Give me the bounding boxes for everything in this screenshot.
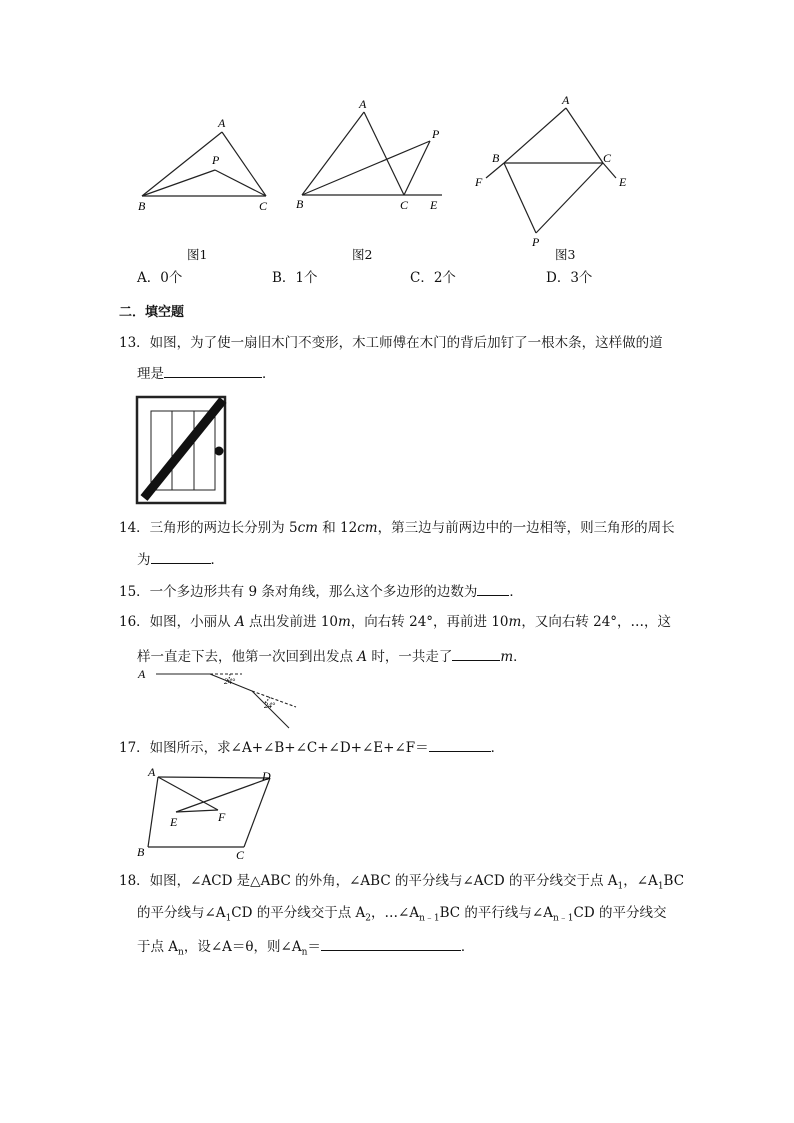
q18-subscript: n﹣1	[552, 913, 574, 924]
choice-a: A．0个	[137, 270, 183, 286]
q18-text: ，∠A	[623, 873, 658, 889]
label-c: C	[400, 198, 409, 212]
q18-subscript: n﹣1	[419, 913, 440, 924]
label-e: E	[430, 198, 438, 212]
q18-answer-blank[interactable]	[321, 935, 461, 951]
q14-unit: cm	[357, 520, 378, 536]
q18-subscript: 1	[617, 881, 624, 892]
q18-subscript: n	[178, 947, 184, 958]
label-p: P	[532, 235, 540, 249]
segment-ab	[148, 777, 158, 847]
segment-ce	[603, 163, 616, 178]
door-knob	[215, 447, 224, 456]
q16-text: 样一直走下去，他第一次回到出发点	[137, 649, 358, 665]
label-c: C	[236, 848, 245, 862]
segment-cp	[536, 163, 603, 233]
segment-ac	[222, 132, 266, 196]
figure-3	[470, 92, 640, 252]
q14-text: 和 12	[317, 520, 358, 536]
q13-line2-text: 理是	[137, 366, 164, 382]
angle-label-1: 24°	[224, 677, 236, 686]
q18-text: BC	[663, 873, 685, 889]
label-d: D	[262, 769, 271, 783]
label-b: B	[296, 197, 304, 211]
q14-text: ，第三边与前两边中的一边相等，则三角形的周长	[377, 520, 675, 536]
segment-da	[158, 777, 270, 778]
q16-text: 16．如图，小丽从	[119, 614, 235, 630]
label-b: B	[138, 199, 146, 213]
q18-subscript: 1	[225, 913, 232, 924]
q18-subscript: 2	[365, 913, 372, 924]
segment-pc	[215, 170, 266, 196]
q14-line1	[119, 518, 675, 538]
q14-answer-blank[interactable]	[151, 548, 211, 564]
q18-text: ，设∠A＝θ，则∠A	[183, 939, 302, 955]
label-a: A	[148, 765, 156, 779]
segment-bf	[486, 163, 504, 178]
label-c: C	[603, 151, 612, 165]
q14-text: 为	[137, 552, 151, 568]
choice-d: D．3个	[546, 270, 593, 286]
q15-text: 15．一个多边形共有 9 条对角线，那么这个多边形的边数为	[119, 584, 478, 600]
segment-cd	[244, 778, 270, 847]
q14-text: 14．三角形的两边长分别为 5	[119, 520, 298, 536]
segment-ac	[364, 112, 404, 195]
segment-af	[158, 777, 218, 810]
segment-bp	[504, 163, 536, 233]
label-a: A	[218, 116, 226, 130]
quad-figure	[132, 762, 282, 864]
choice-c: C．2个	[410, 270, 456, 286]
choice-b: B．1个	[272, 270, 318, 286]
caption-fig1: 图1	[187, 247, 208, 262]
label-p: P	[212, 153, 220, 167]
q13-line2: 理是 ．	[137, 362, 276, 384]
q16-unit: m	[508, 614, 522, 630]
angle-label-2: 24°	[264, 701, 276, 710]
q15-line: 15．一个多边形共有 9 条对角线，那么这个多边形的边数为 ．	[119, 580, 523, 602]
q13-line1: 13．如图，为了使一扇旧木门不变形，木工师傅在木门的背后加钉了一根木条，这样做的道	[119, 335, 663, 351]
q18-text: 18．如图，∠ACD 是△ABC 的外角，∠ABC 的平分线与∠ACD 的平分线交于点 A	[119, 873, 618, 889]
label-e: E	[170, 815, 178, 829]
segment-ac	[566, 108, 603, 163]
label-a: A	[359, 97, 367, 111]
label-a: A	[138, 667, 146, 681]
label-p: P	[432, 127, 440, 141]
segment-cp	[404, 141, 430, 195]
q14-line2: 为 ．	[137, 548, 224, 570]
label-c: C	[259, 199, 268, 213]
q16-text: ，向右转 24°，再前进 10	[350, 614, 509, 630]
q17-line: 17．如图所示，求∠A+∠B+∠C+∠D+∠E+∠F＝ ．	[119, 736, 504, 758]
q18-text: ，…∠A	[371, 905, 420, 921]
label-f: F	[218, 810, 226, 824]
figure-2	[290, 95, 450, 220]
q16-line1	[119, 612, 671, 632]
q14-unit: cm	[297, 520, 318, 536]
q17-answer-blank[interactable]	[429, 736, 491, 752]
segment-bp	[142, 170, 215, 196]
q18-line2	[137, 903, 666, 923]
q18-subscript: n	[301, 947, 308, 958]
q18-text: ＝	[307, 939, 321, 955]
section-title: 二．填空题	[119, 305, 185, 320]
caption-fig3: 图3	[555, 247, 576, 262]
caption-fig2: 图2	[352, 247, 373, 262]
q16-unit: m	[500, 649, 514, 665]
label-b: B	[137, 845, 145, 859]
q18-subscript: 1	[657, 881, 664, 892]
label-f: F	[475, 175, 483, 189]
q15-answer-blank[interactable]	[477, 580, 509, 596]
segment-ab	[504, 108, 566, 163]
q16-text: ，又向右转 24°，…，这	[521, 614, 672, 630]
label-e: E	[619, 175, 627, 189]
label-b: B	[492, 151, 500, 165]
segment-ab	[142, 132, 222, 196]
segment-bp	[302, 141, 430, 195]
q16-unit: m	[338, 614, 351, 630]
door-figure	[134, 394, 234, 506]
q16-text: 时，一共走了	[367, 649, 453, 665]
q16-point: A	[234, 614, 245, 630]
q17-text: 17．如图所示，求∠A+∠B+∠C+∠D+∠E+∠F＝	[119, 740, 429, 756]
q18-text: CD 的平分线交	[573, 905, 667, 921]
q16-line2: 样一直走下去，他第一次回到出发点 A 时，一共走了 m．	[137, 645, 527, 667]
q18-line1	[119, 871, 684, 891]
walk-figure	[134, 664, 304, 734]
q16-point: A	[357, 649, 368, 665]
q18-text: 的平分线与∠A	[137, 905, 226, 921]
q18-text: CD 的平分线交于点 A	[231, 905, 366, 921]
figure-1	[130, 110, 280, 220]
q16-answer-blank[interactable]	[452, 645, 500, 661]
q16-text: 点出发前进 10	[244, 614, 338, 630]
q18-text: BC 的平行线与∠A	[439, 905, 553, 921]
q18-text: 于点 A	[137, 939, 179, 955]
label-a: A	[562, 93, 570, 107]
q13-answer-blank[interactable]	[164, 362, 262, 378]
q18-line3: 于点 $A_n$，设∠A＝θ，则$\angle A_n=$ ．	[137, 935, 474, 957]
